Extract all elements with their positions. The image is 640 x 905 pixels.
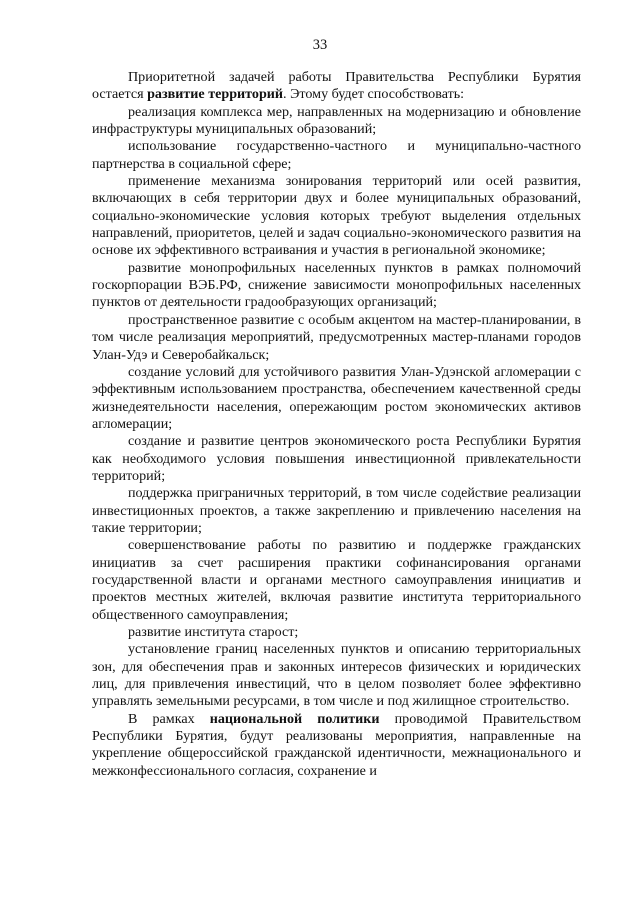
paragraph-text: В рамках (128, 710, 210, 727)
page-number: 33 (312, 37, 328, 53)
list-item: реализация комплекса мер, направленных на модернизацию и обновление инфраструктуры муниципальных образований; (92, 103, 581, 138)
paragraph-text: проводимой Правительством Республики Бурятия, будут реализованы мероприятия, направленные на укрепление общероссийской гражданской идентичности, межнационального и межконфессионального согласия, сохранение и (92, 710, 581, 779)
list-item: поддержка приграничных территорий, в том числе содействие реализации инвестиционных проектов, а также закреплению и привлечению населения на такие территории; (92, 485, 581, 536)
bold-term: национальной политики (209, 710, 380, 727)
list-item: развитие монопрофильных населенных пунктов в рамках полномочий госкорпорации ВЭБ.РФ, снижение зависимости монопрофильных населенных пунктов от деятельности градообразующих организаций; (92, 259, 581, 311)
paragraph-text: . Этому будет способствовать: (283, 86, 465, 103)
paragraph-text: Приоритетной задачей работы Правительства Республики Бурятия остается (92, 69, 581, 103)
list-item: совершенствование работы по развитию и поддержке гражданских инициатив за счет расширения практики софинансирования органами государственной власти и органами местного самоуправления инициатив и проектов местных жителей, включая развитие института территориального общественного самоуправления; (92, 537, 581, 623)
list-item: создание условий для устойчивого развития Улан-Удэнской агломерации с эффективным использованием пространства, обеспечением качественной среды жизнедеятельности населения, опережающим ростом экономических активов агломерации; (92, 363, 581, 432)
list-item: развитие института старост; (128, 624, 299, 640)
list-item: установление границ населенных пунктов и описанию территориальных зон, для обеспечения прав и законных интересов физических и юридических лиц, для привлечения инвестиций, что в целом позволяет более эффективно управлять земельными ресурсами, в том числе и под жилищное строительство. (92, 641, 581, 710)
paragraph-national-policy (92, 711, 581, 780)
list-item: пространственное развитие с особым акцентом на мастер-планировании, в том числе реализация мероприятий, предусмотренных мастер-планами городов Улан-Удэ и Северобайкальск; (92, 311, 581, 363)
paragraph-intro (92, 69, 581, 104)
list-item: применение механизма зонирования территорий или осей развития, включающих в себя территории двух и более муниципальных образований, социально-экономические условия которых требуют выделения отдельных направлений, приоритетов, целей и задач социально-экономического развития на основе их эффективного встраивания и участия в региональной экономике; (92, 173, 581, 259)
bold-term: развитие территорий (147, 86, 284, 103)
list-item: использование государственно-частного и муниципально-частного партнерства в социальной сфере; (92, 138, 581, 172)
list-item: создание и развитие центров экономического роста Республики Бурятия как необходимого условия повышения инвестиционной привлекательности территорий; (92, 433, 581, 484)
document-body (92, 69, 581, 780)
